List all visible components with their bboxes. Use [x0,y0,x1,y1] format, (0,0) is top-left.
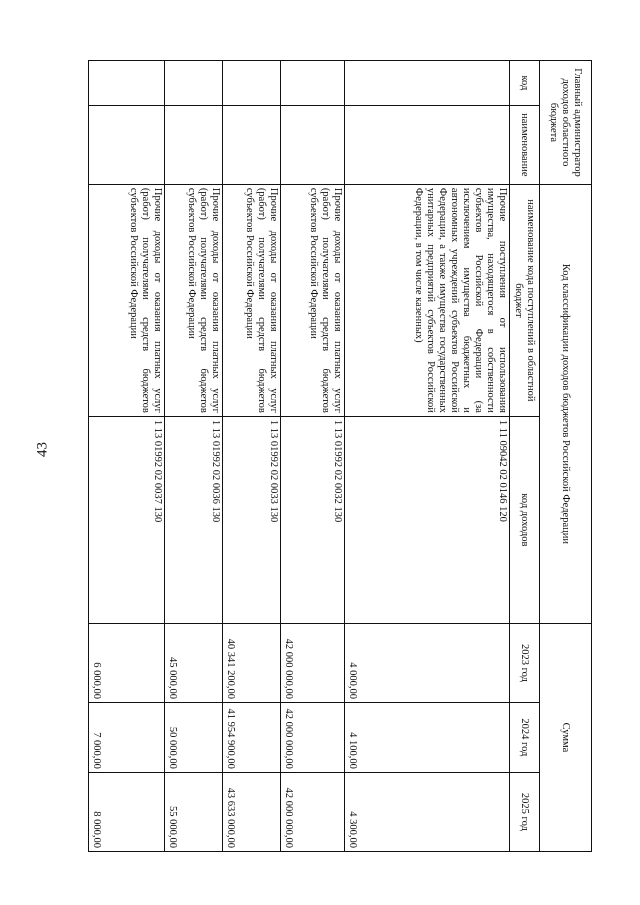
col-naim-header: наименование [510,105,540,184]
revenue-table [88,60,592,852]
col-income-code-header: код доходов [510,416,540,623]
sum-group-header: Сумма [540,623,592,851]
cell-naim [89,105,165,184]
col-2023-header: 2023 год [510,623,540,702]
cell-code-name: Прочие доходы от оказания платных услуг (работ) получателями средств бюджетов субъектов Российской Федерации [89,184,165,416]
cell-2024: 7 000,00 [89,702,165,772]
table-row [281,61,345,852]
table-container [89,60,592,852]
cell-2024: 41 954 900,00 [223,702,281,772]
cell-2024: 42 000 000,00 [281,702,345,772]
cell-kod [345,61,510,106]
cell-income-code: 1 13 01992 02 0036 130 [165,416,223,623]
cell-code-name: Прочие доходы от оказания платных услуг (работ) получателями средств бюджетов субъектов Российской Федерации [165,184,223,416]
header-row-1 [540,61,592,852]
cell-naim [165,105,223,184]
cell-income-code: 1 13 01992 02 0037 130 [89,416,165,623]
cell-2023: 4 000,00 [345,623,510,702]
cell-kod [223,61,281,106]
col-2024-header: 2024 год [510,702,540,772]
cell-2025: 42 000 000,00 [281,772,345,851]
code-group-header: Код классификации доходов бюджетов Российской Федерации [540,184,592,623]
cell-kod [281,61,345,106]
cell-code-name: Прочие поступления от использования имущества, находящегося в собственности субъектов Российской Федерации (за исключением имущества бюджетных и автономных учреждений субъектов Российской Федерации, а также имущества государственных унитарных предприятий субъектов Российской Федерации, в том числе казенных) [345,184,510,416]
cell-income-code: 1 11 09042 02 0146 120 [345,416,510,623]
cell-2023: 42 000 000,00 [281,623,345,702]
cell-2024: 50 000,00 [165,702,223,772]
header-row-2 [510,61,540,852]
cell-2025: 8 000,00 [89,772,165,851]
page-number: 43 [34,442,51,457]
cell-naim [223,105,281,184]
cell-income-code: 1 13 01992 02 0033 130 [223,416,281,623]
cell-kod [89,61,165,106]
table-row [223,61,281,852]
table-row [165,61,223,852]
table-row [89,61,165,852]
cell-kod [165,61,223,106]
cell-2023: 6 000,00 [89,623,165,702]
admin-group-header: Главный администратор доходов областного бюджета [540,61,592,185]
cell-2023: 45 000,00 [165,623,223,702]
cell-2024: 4 100,00 [345,702,510,772]
cell-2025: 4 300,00 [345,772,510,851]
cell-naim [281,105,345,184]
cell-code-name: Прочие доходы от оказания платных услуг (работ) получателями средств бюджетов субъектов Российской Федерации [223,184,281,416]
cell-2025: 55 000,00 [165,772,223,851]
cell-income-code: 1 13 01992 02 0032 130 [281,416,345,623]
table-row [345,61,510,852]
col-2025-header: 2025 год [510,772,540,851]
cell-code-name: Прочие доходы от оказания платных услуг (работ) получателями средств бюджетов субъектов Российской Федерации [281,184,345,416]
col-naim-code-header: наименование кода поступлений в областной бюджет [510,184,540,416]
col-kod-header: код [510,61,540,106]
cell-naim [345,105,510,184]
cell-2025: 43 633 000,00 [223,772,281,851]
cell-2023: 40 341 200,00 [223,623,281,702]
